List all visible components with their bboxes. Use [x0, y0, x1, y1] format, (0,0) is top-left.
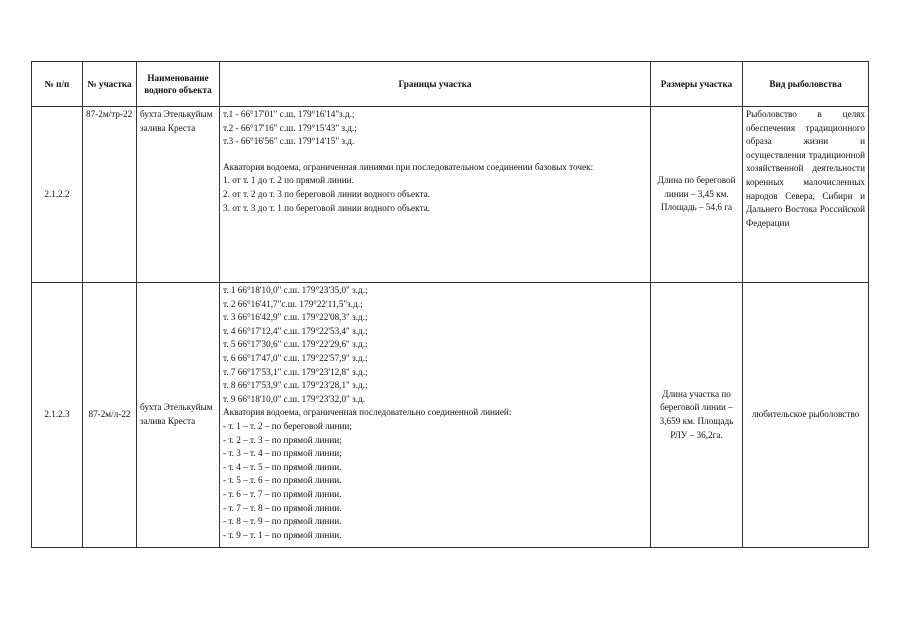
header-vid: Вид рыболовства	[743, 62, 869, 107]
granicy-point: т. 8 66°17'53,9" с.ш. 179°23'28,1" з.д.;	[223, 380, 368, 391]
cell-granicy	[220, 107, 651, 283]
header-uchastok: № участка	[83, 62, 137, 107]
granicy-step: - т. 9 – т. 1 – по прямой линии.	[223, 529, 342, 540]
granicy-point: т.3 - 66°16'56" с.ш. 179°14'15" з.д.	[223, 136, 355, 147]
granicy-step: - т. 1 – т. 2 – по береговой линии;	[223, 420, 352, 431]
cell-obekt: бухта Этелькуйым залива Креста	[137, 283, 220, 548]
granicy-point: т. 6 66°17'47,0" с.ш. 179°22'57,9" з.д.;	[223, 352, 368, 363]
granicy-step: - т. 2 – т. 3 – по прямой линии;	[223, 434, 342, 445]
granicy-step: 2. от т. 2 до т. 3 по береговой линии водного объекта.	[223, 188, 430, 199]
header-pp: № п/п	[32, 62, 83, 107]
granicy-point: т. 9 66°18'10,0" с.ш. 179°23'32,0" з.д.	[223, 393, 366, 404]
granicy-point: т. 7 66°17'53,1" с.ш. 179°23'12,8" з.д.;	[223, 366, 368, 377]
fishing-areas-table	[31, 61, 869, 548]
cell-razmery: Длина участка по береговой линии – 3,659 км. Площадь РЛУ – 36,2га.	[651, 283, 743, 548]
granicy-step: - т. 3 – т. 4 – по прямой линии;	[223, 448, 342, 459]
table-header-row	[32, 62, 869, 107]
granicy-point: т. 1 66°18'10,0" с.ш. 179°23'35,0" з.д.;	[223, 285, 368, 295]
granicy-step: - т. 8 – т. 9 – по прямой линии.	[223, 516, 342, 527]
granicy-step: - т. 7 – т. 8 – по прямой линии.	[223, 502, 342, 513]
header-obekt: Наименование водного объекта	[137, 62, 220, 107]
cell-razmery: Длина по береговой линии – 3,45 км. Площадь – 54,6 га	[651, 107, 743, 283]
granicy-step: - т. 6 – т. 7 – по прямой линии.	[223, 488, 342, 499]
granicy-description: Акватория водоема, ограниченная последовательно соединенной линией:	[223, 407, 512, 418]
granicy-point: т. 4 66°17'12,4" с.ш. 179°22'53,4" з.д.;	[223, 325, 368, 336]
header-razmery: Размеры участка	[651, 62, 743, 107]
granicy-point: т. 3 66°16'42,9" с.ш. 179°22'08,3" з.д.;	[223, 312, 368, 323]
granicy-point: т. 5 66°17'30,6" с.ш. 179°22'29,6" з.д.;	[223, 339, 368, 350]
cell-vid: любительское рыболовство	[743, 283, 869, 548]
granicy-description: Акватория водоема, ограниченная линиями при последовательном соединении базовых точек:	[223, 161, 594, 172]
cell-vid: Рыболовство в целях обеспечения традиционного образа жизни и осуществления традиционной хозяйственной деятельности коренных малочисленных народов Севера, Сибири и Дальнего Востока Российской Федерации	[743, 107, 869, 283]
cell-obekt: бухта Этелькуйым залива Креста	[137, 107, 220, 283]
table-row	[32, 107, 869, 283]
cell-uchastok: 87-2м/л-22	[83, 283, 137, 548]
granicy-step: 3. от т. 3 до т. 1 по береговой линии водного объекта.	[223, 202, 430, 213]
granicy-point: т.1 - 66°17'01" с.ш. 179°16'14"з.д.;	[223, 109, 355, 119]
granicy-step: 1. от т. 1 до т. 2 по прямой линии.	[223, 175, 354, 186]
granicy-step: - т. 5 – т. 6 – по прямой линии.	[223, 475, 342, 486]
cell-granicy	[220, 283, 651, 548]
table-row	[32, 283, 869, 548]
granicy-step: - т. 4 – т. 5 – по прямой линии.	[223, 461, 342, 472]
cell-uchastok: 87-2м/тр-22	[83, 107, 137, 283]
header-granicy: Границы участка	[220, 62, 651, 107]
granicy-point: т.2 - 66°17'16" с.ш. 179°15'43" з.д.;	[223, 122, 357, 133]
granicy-point: т. 2 66°16'41,7"с.ш. 179°22'11,5"з.д.;	[223, 298, 363, 309]
cell-pp: 2.1.2.3	[32, 283, 83, 548]
cell-pp: 2.1.2.2	[32, 107, 83, 283]
